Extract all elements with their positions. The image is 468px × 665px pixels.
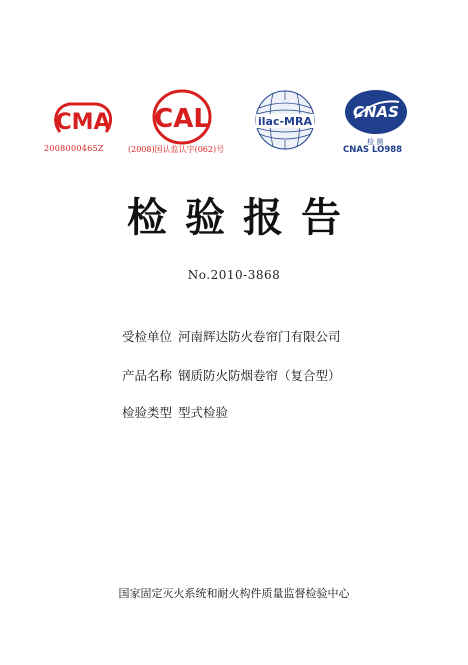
cal-logo-mark: CAL [154, 104, 210, 134]
field-value: 钢质防火防烟卷帘（复合型） [178, 368, 341, 383]
cnas-logo [343, 88, 409, 136]
cnas-logo-mark: CNAS [353, 103, 399, 121]
cma-logo-mark: CMA [55, 110, 111, 135]
field-label: 产品名称 [122, 368, 173, 383]
field-product-name [122, 366, 341, 384]
field-label: 受检单位 [122, 329, 173, 344]
cal-certificate-number: (2008)国认监认字(062)号 [128, 145, 225, 154]
issuing-organization: 国家固定灭火系统和耐火构件质量监督检验中心 [118, 587, 350, 600]
cma-certificate-number: 2008000465Z [44, 144, 104, 153]
report-title: 检验报告 [127, 195, 359, 241]
field-value: 河南辉达防火卷帘门有限公司 [178, 329, 341, 344]
field-inspection-type [122, 403, 228, 421]
field-inspected-unit [122, 327, 341, 345]
cal-logo [150, 87, 214, 147]
report-number: No.2010-3868 [187, 268, 281, 282]
field-label: 检验类型 [122, 405, 173, 420]
field-value: 型式检验 [178, 405, 229, 420]
cnas-testing-label: 检 测 [367, 138, 384, 146]
cnas-accreditation-number: CNAS LO988 [343, 145, 403, 155]
cma-logo [50, 98, 116, 142]
ilac-mra-logo-mark: ilac-MRA [258, 115, 312, 128]
ilac-mra-logo [253, 88, 317, 152]
